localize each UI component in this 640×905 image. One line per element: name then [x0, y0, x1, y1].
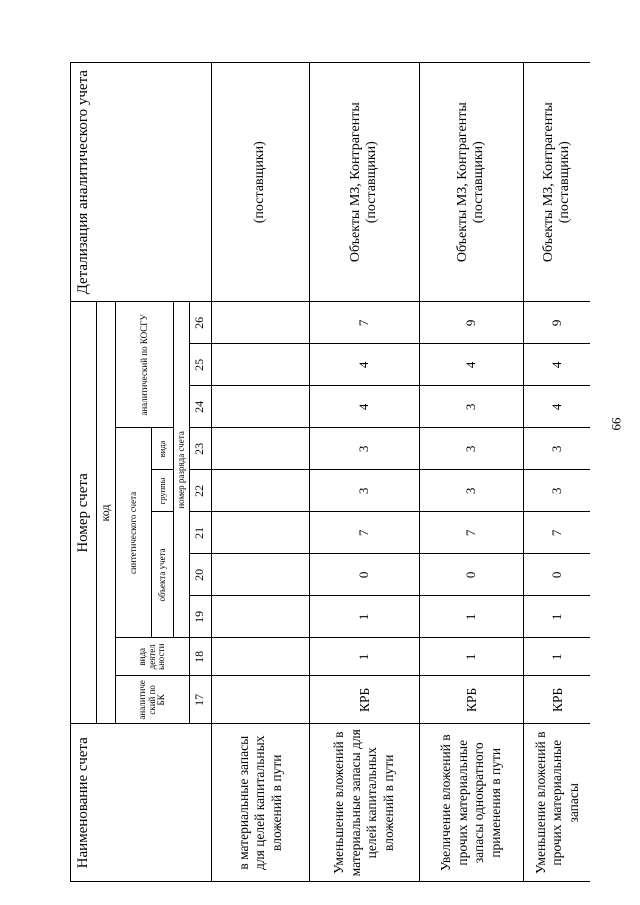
document-table-area	[70, 62, 590, 882]
page-number: 99	[609, 417, 624, 431]
table-row	[523, 63, 590, 882]
header-account-object: объекта учета	[151, 512, 173, 638]
row-0-cell-25	[211, 344, 309, 386]
row-3-cell-25: 4	[523, 344, 590, 386]
row-2-name: Увеличение вложений в прочих материальные запасы однократного применения в пути	[419, 724, 523, 882]
row-1-cell-20: 0	[309, 554, 419, 596]
header-account-number: Номер счета	[71, 302, 97, 724]
digit-20: 20	[189, 554, 211, 596]
row-2-cell-19: 1	[419, 596, 523, 638]
row-0-cell-26	[211, 302, 309, 344]
header-kind: вида	[151, 428, 173, 470]
row-0-cell-18	[211, 638, 309, 676]
table-row	[211, 63, 309, 882]
row-0-cell-23	[211, 428, 309, 470]
header-digit-number: номер разряда счета	[173, 302, 189, 638]
digit-18: 18	[189, 638, 211, 676]
chart-of-accounts-table	[70, 62, 590, 882]
header-kosgu: аналитический по КОСГУ	[115, 302, 173, 428]
row-3-name: Уменьшение вложений в прочих материальные запасы	[523, 724, 590, 882]
row-0-cell-21	[211, 512, 309, 554]
row-2-cell-17: КРБ	[419, 676, 523, 724]
row-3-cell-19: 1	[523, 596, 590, 638]
row-3-cell-24: 4	[523, 386, 590, 428]
row-1-cell-26: 7	[309, 302, 419, 344]
row-1-cell-19: 1	[309, 596, 419, 638]
digit-21: 21	[189, 512, 211, 554]
row-2-cell-21: 7	[419, 512, 523, 554]
header-synthetic: синтетического счета	[115, 428, 151, 638]
row-0-cell-20	[211, 554, 309, 596]
row-1-cell-22: 3	[309, 470, 419, 512]
digit-26: 26	[189, 302, 211, 344]
digit-25: 25	[189, 344, 211, 386]
row-2-cell-23: 3	[419, 428, 523, 470]
digit-19: 19	[189, 596, 211, 638]
header-group: группы	[151, 470, 173, 512]
row-3-cell-20: 0	[523, 554, 590, 596]
row-3-cell-23: 3	[523, 428, 590, 470]
row-1-cell-21: 7	[309, 512, 419, 554]
row-1-name: Уменьшение вложений в материальные запасы для целей капитальных вложений в пути	[309, 724, 419, 882]
row-0-name: в материальные запасы для целей капитальных вложений в пути	[211, 724, 309, 882]
row-1-cell-25: 4	[309, 344, 419, 386]
row-2-cell-24: 3	[419, 386, 523, 428]
row-0-cell-19	[211, 596, 309, 638]
digit-17: 17	[189, 676, 211, 724]
header-analytic-bk: аналитиче ский по БК	[115, 676, 189, 724]
digit-24: 24	[189, 386, 211, 428]
digit-22: 22	[189, 470, 211, 512]
table-row	[309, 63, 419, 882]
row-1-detail: Объекты МЗ, Контрагенты (поставщики)	[309, 63, 419, 302]
table-row	[419, 63, 523, 882]
row-2-cell-20: 0	[419, 554, 523, 596]
row-0-detail: (поставщики)	[211, 63, 309, 302]
row-3-cell-17: КРБ	[523, 676, 590, 724]
row-3-cell-21: 7	[523, 512, 590, 554]
row-0-cell-17	[211, 676, 309, 724]
row-1-cell-18: 1	[309, 638, 419, 676]
row-2-cell-22: 3	[419, 470, 523, 512]
row-0-cell-22	[211, 470, 309, 512]
row-1-cell-17: КРБ	[309, 676, 419, 724]
row-2-cell-18: 1	[419, 638, 523, 676]
row-3-cell-22: 3	[523, 470, 590, 512]
rotated-table-container	[70, 62, 590, 882]
header-detail: Детализация аналитического учета	[71, 63, 212, 302]
row-1-cell-23: 3	[309, 428, 419, 470]
row-3-cell-26: 9	[523, 302, 590, 344]
header-code: код	[97, 302, 116, 724]
row-3-detail: Объекты МЗ, Контрагенты (поставщики)	[523, 63, 590, 302]
header-activity-type: вида деятел ьности	[115, 638, 189, 676]
row-3-cell-18: 1	[523, 638, 590, 676]
row-0-cell-24	[211, 386, 309, 428]
row-2-detail: Объекты МЗ, Контрагенты (поставщики)	[419, 63, 523, 302]
row-2-cell-26: 9	[419, 302, 523, 344]
digit-23: 23	[189, 428, 211, 470]
row-2-cell-25: 4	[419, 344, 523, 386]
row-1-cell-24: 4	[309, 386, 419, 428]
header-account-name: Наименование счета	[71, 724, 212, 882]
